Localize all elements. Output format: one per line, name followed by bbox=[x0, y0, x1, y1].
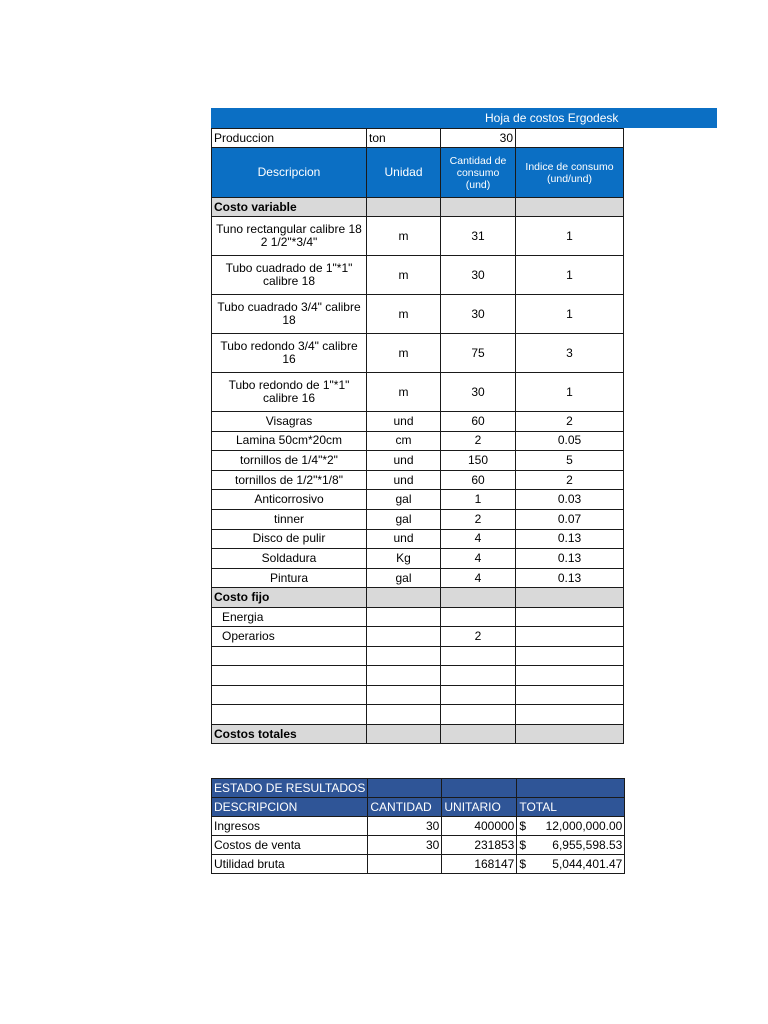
item-description[interactable]: Tubo redondo de 1"*1" calibre 16 bbox=[212, 373, 367, 412]
empty-cell[interactable] bbox=[516, 685, 624, 705]
empty-cell[interactable] bbox=[441, 685, 516, 705]
empty-row bbox=[212, 666, 624, 686]
header-descripcion[interactable]: DESCRIPCION bbox=[212, 798, 368, 817]
empty-cell[interactable] bbox=[442, 779, 517, 798]
table-row bbox=[212, 431, 624, 451]
item-quantity[interactable]: 1 bbox=[441, 490, 516, 510]
item-quantity[interactable]: 60 bbox=[441, 470, 516, 490]
empty-cell[interactable] bbox=[367, 627, 441, 647]
item-unit[interactable]: und bbox=[367, 451, 441, 471]
table-row bbox=[212, 529, 624, 549]
money-value bbox=[519, 855, 622, 873]
row-total[interactable] bbox=[517, 817, 625, 836]
empty-cell[interactable] bbox=[367, 724, 441, 744]
empty-cell[interactable] bbox=[367, 666, 441, 686]
header-descripcion[interactable]: Descripcion bbox=[212, 148, 367, 198]
item-unit[interactable]: und bbox=[367, 529, 441, 549]
item-index[interactable]: 2 bbox=[516, 412, 624, 432]
empty-cell[interactable] bbox=[516, 705, 624, 725]
item-unit[interactable]: gal bbox=[367, 490, 441, 510]
item-description[interactable]: tornillos de 1/2"*1/8" bbox=[212, 470, 367, 490]
table-row bbox=[212, 412, 624, 432]
row-description[interactable]: Utilidad bruta bbox=[212, 855, 368, 874]
row-total[interactable] bbox=[517, 855, 625, 874]
table-row bbox=[212, 549, 624, 569]
item-description[interactable]: Operarios bbox=[212, 627, 367, 647]
table-row bbox=[212, 855, 625, 874]
row-quantity[interactable]: 30 bbox=[368, 836, 442, 855]
section-label[interactable]: Costo fijo bbox=[212, 588, 367, 608]
column-header-row bbox=[212, 148, 624, 198]
empty-cell[interactable] bbox=[516, 607, 624, 627]
currency-symbol: $ bbox=[519, 819, 527, 833]
item-description[interactable]: Tubo cuadrado de 1"*1" calibre 18 bbox=[212, 256, 367, 295]
item-description[interactable]: Disco de pulir bbox=[212, 529, 367, 549]
table-row bbox=[212, 607, 624, 627]
table-row bbox=[212, 470, 624, 490]
empty-cell[interactable] bbox=[441, 724, 516, 744]
item-unit[interactable]: m bbox=[367, 334, 441, 373]
empty-cell[interactable] bbox=[441, 588, 516, 608]
empty-cell[interactable] bbox=[516, 646, 624, 666]
item-description[interactable]: Anticorrosivo bbox=[212, 490, 367, 510]
section-label[interactable]: Costo variable bbox=[212, 198, 367, 217]
empty-cell[interactable] bbox=[367, 588, 441, 608]
empty-cell[interactable] bbox=[212, 705, 367, 725]
item-description[interactable]: tinner bbox=[212, 509, 367, 529]
table-row bbox=[212, 627, 624, 647]
empty-cell[interactable] bbox=[516, 129, 624, 148]
row-unit-price[interactable]: 400000 bbox=[442, 817, 517, 836]
item-index[interactable]: 2 bbox=[516, 470, 624, 490]
produccion-unit[interactable]: ton bbox=[367, 129, 441, 148]
header-cantidad[interactable]: Cantidad de consumo (und) bbox=[441, 148, 516, 198]
empty-cell[interactable] bbox=[212, 685, 367, 705]
empty-cell[interactable] bbox=[516, 588, 624, 608]
item-description[interactable]: Tubo cuadrado 3/4" calibre 18 bbox=[212, 295, 367, 334]
empty-cell[interactable] bbox=[212, 666, 367, 686]
estado-resultados-table bbox=[211, 778, 625, 874]
table-row bbox=[212, 490, 624, 510]
item-quantity[interactable]: 75 bbox=[441, 334, 516, 373]
empty-cell[interactable] bbox=[516, 198, 624, 217]
produccion-row bbox=[212, 129, 624, 148]
item-quantity[interactable]: 30 bbox=[441, 373, 516, 412]
estado-title[interactable]: ESTADO DE RESULTADOS bbox=[212, 779, 368, 798]
item-quantity[interactable]: 31 bbox=[441, 217, 516, 256]
sheet-title: Hoja de costos Ergodesk bbox=[485, 111, 619, 125]
item-index[interactable]: 3 bbox=[516, 334, 624, 373]
item-quantity[interactable]: 2 bbox=[441, 627, 516, 647]
empty-row bbox=[212, 646, 624, 666]
item-index[interactable]: 0.13 bbox=[516, 549, 624, 569]
table-row bbox=[212, 451, 624, 471]
empty-cell[interactable] bbox=[367, 198, 441, 217]
item-quantity[interactable]: 150 bbox=[441, 451, 516, 471]
empty-row bbox=[212, 705, 624, 725]
table-row bbox=[212, 568, 624, 588]
row-quantity[interactable] bbox=[368, 855, 442, 874]
item-description[interactable]: Tuno rectangular calibre 18 2 1/2"*3/4" bbox=[212, 217, 367, 256]
item-quantity[interactable]: 4 bbox=[441, 549, 516, 569]
cost-sheet-table bbox=[211, 128, 624, 744]
item-index[interactable]: 1 bbox=[516, 256, 624, 295]
item-description[interactable]: tornillos de 1/4"*2" bbox=[212, 451, 367, 471]
empty-row bbox=[212, 685, 624, 705]
table-row bbox=[212, 295, 624, 334]
item-unit[interactable]: gal bbox=[367, 568, 441, 588]
row-description[interactable]: Costos de venta bbox=[212, 836, 368, 855]
currency-symbol: $ bbox=[519, 857, 527, 871]
row-quantity[interactable]: 30 bbox=[368, 817, 442, 836]
empty-cell[interactable] bbox=[367, 646, 441, 666]
item-unit[interactable]: m bbox=[367, 217, 441, 256]
money-value bbox=[519, 836, 622, 854]
item-description[interactable]: Visagras bbox=[212, 412, 367, 432]
item-index[interactable]: 0.03 bbox=[516, 490, 624, 510]
item-description[interactable]: Tubo redondo 3/4" calibre 16 bbox=[212, 334, 367, 373]
produccion-label[interactable]: Produccion bbox=[212, 129, 367, 148]
empty-cell[interactable] bbox=[367, 705, 441, 725]
item-quantity[interactable]: 60 bbox=[441, 412, 516, 432]
header-total[interactable]: TOTAL bbox=[517, 798, 625, 817]
header-cantidad[interactable]: CANTIDAD bbox=[368, 798, 442, 817]
header-indice[interactable]: Indice de consumo (und/und) bbox=[516, 148, 624, 198]
item-index[interactable]: 1 bbox=[516, 295, 624, 334]
total-amount: 6,955,598.53 bbox=[552, 838, 623, 852]
item-unit[interactable]: Kg bbox=[367, 549, 441, 569]
empty-cell[interactable] bbox=[212, 646, 367, 666]
row-unit-price[interactable]: 231853 bbox=[442, 836, 517, 855]
item-unit[interactable]: m bbox=[367, 295, 441, 334]
empty-cell[interactable] bbox=[441, 646, 516, 666]
item-index[interactable]: 0.07 bbox=[516, 509, 624, 529]
item-quantity[interactable]: 30 bbox=[441, 256, 516, 295]
estado-title-row bbox=[212, 779, 625, 798]
item-unit[interactable]: cm bbox=[367, 431, 441, 451]
sheet-title-banner bbox=[211, 108, 717, 128]
table-row bbox=[212, 509, 624, 529]
section-costo-fijo bbox=[212, 588, 624, 608]
item-quantity[interactable]: 30 bbox=[441, 295, 516, 334]
item-description[interactable]: Pintura bbox=[212, 568, 367, 588]
table-row bbox=[212, 817, 625, 836]
item-quantity[interactable]: 4 bbox=[441, 568, 516, 588]
item-index[interactable]: 1 bbox=[516, 217, 624, 256]
header-unitario[interactable]: UNITARIO bbox=[442, 798, 517, 817]
item-unit[interactable]: m bbox=[367, 256, 441, 295]
total-amount: 12,000,000.00 bbox=[545, 819, 623, 833]
item-unit[interactable]: und bbox=[367, 470, 441, 490]
empty-cell[interactable] bbox=[516, 627, 624, 647]
section-costo-variable bbox=[212, 198, 624, 217]
section-costos-totales bbox=[212, 724, 624, 744]
item-unit[interactable]: gal bbox=[367, 509, 441, 529]
item-quantity[interactable]: 2 bbox=[441, 431, 516, 451]
estado-header-row bbox=[212, 798, 625, 817]
section-label[interactable]: Costos totales bbox=[212, 724, 367, 744]
item-index[interactable]: 5 bbox=[516, 451, 624, 471]
empty-cell[interactable] bbox=[367, 607, 441, 627]
total-amount: 5,044,401.47 bbox=[552, 857, 623, 871]
currency-symbol: $ bbox=[519, 838, 527, 852]
item-index[interactable]: 0.13 bbox=[516, 568, 624, 588]
table-row bbox=[212, 334, 624, 373]
item-description[interactable]: Soldadura bbox=[212, 549, 367, 569]
empty-cell[interactable] bbox=[441, 198, 516, 217]
empty-cell[interactable] bbox=[367, 685, 441, 705]
item-index[interactable]: 1 bbox=[516, 373, 624, 412]
table-row bbox=[212, 836, 625, 855]
empty-cell[interactable] bbox=[441, 666, 516, 686]
header-unidad[interactable]: Unidad bbox=[367, 148, 441, 198]
item-index[interactable]: 0.05 bbox=[516, 431, 624, 451]
row-description[interactable]: Ingresos bbox=[212, 817, 368, 836]
item-unit[interactable]: m bbox=[367, 373, 441, 412]
item-description[interactable]: Lamina 50cm*20cm bbox=[212, 431, 367, 451]
item-quantity[interactable] bbox=[441, 607, 516, 627]
row-total[interactable] bbox=[517, 836, 625, 855]
table-row bbox=[212, 256, 624, 295]
empty-cell[interactable] bbox=[516, 666, 624, 686]
empty-cell[interactable] bbox=[441, 705, 516, 725]
money-value bbox=[519, 817, 622, 835]
produccion-value[interactable]: 30 bbox=[441, 129, 516, 148]
empty-cell[interactable] bbox=[516, 724, 624, 744]
item-quantity[interactable]: 4 bbox=[441, 529, 516, 549]
item-description[interactable]: Energia bbox=[212, 607, 367, 627]
table-row bbox=[212, 373, 624, 412]
empty-cell[interactable] bbox=[368, 779, 442, 798]
item-unit[interactable]: und bbox=[367, 412, 441, 432]
empty-cell[interactable] bbox=[517, 779, 625, 798]
table-row bbox=[212, 217, 624, 256]
item-index[interactable]: 0.13 bbox=[516, 529, 624, 549]
row-unit-price[interactable]: 168147 bbox=[442, 855, 517, 874]
item-quantity[interactable]: 2 bbox=[441, 509, 516, 529]
